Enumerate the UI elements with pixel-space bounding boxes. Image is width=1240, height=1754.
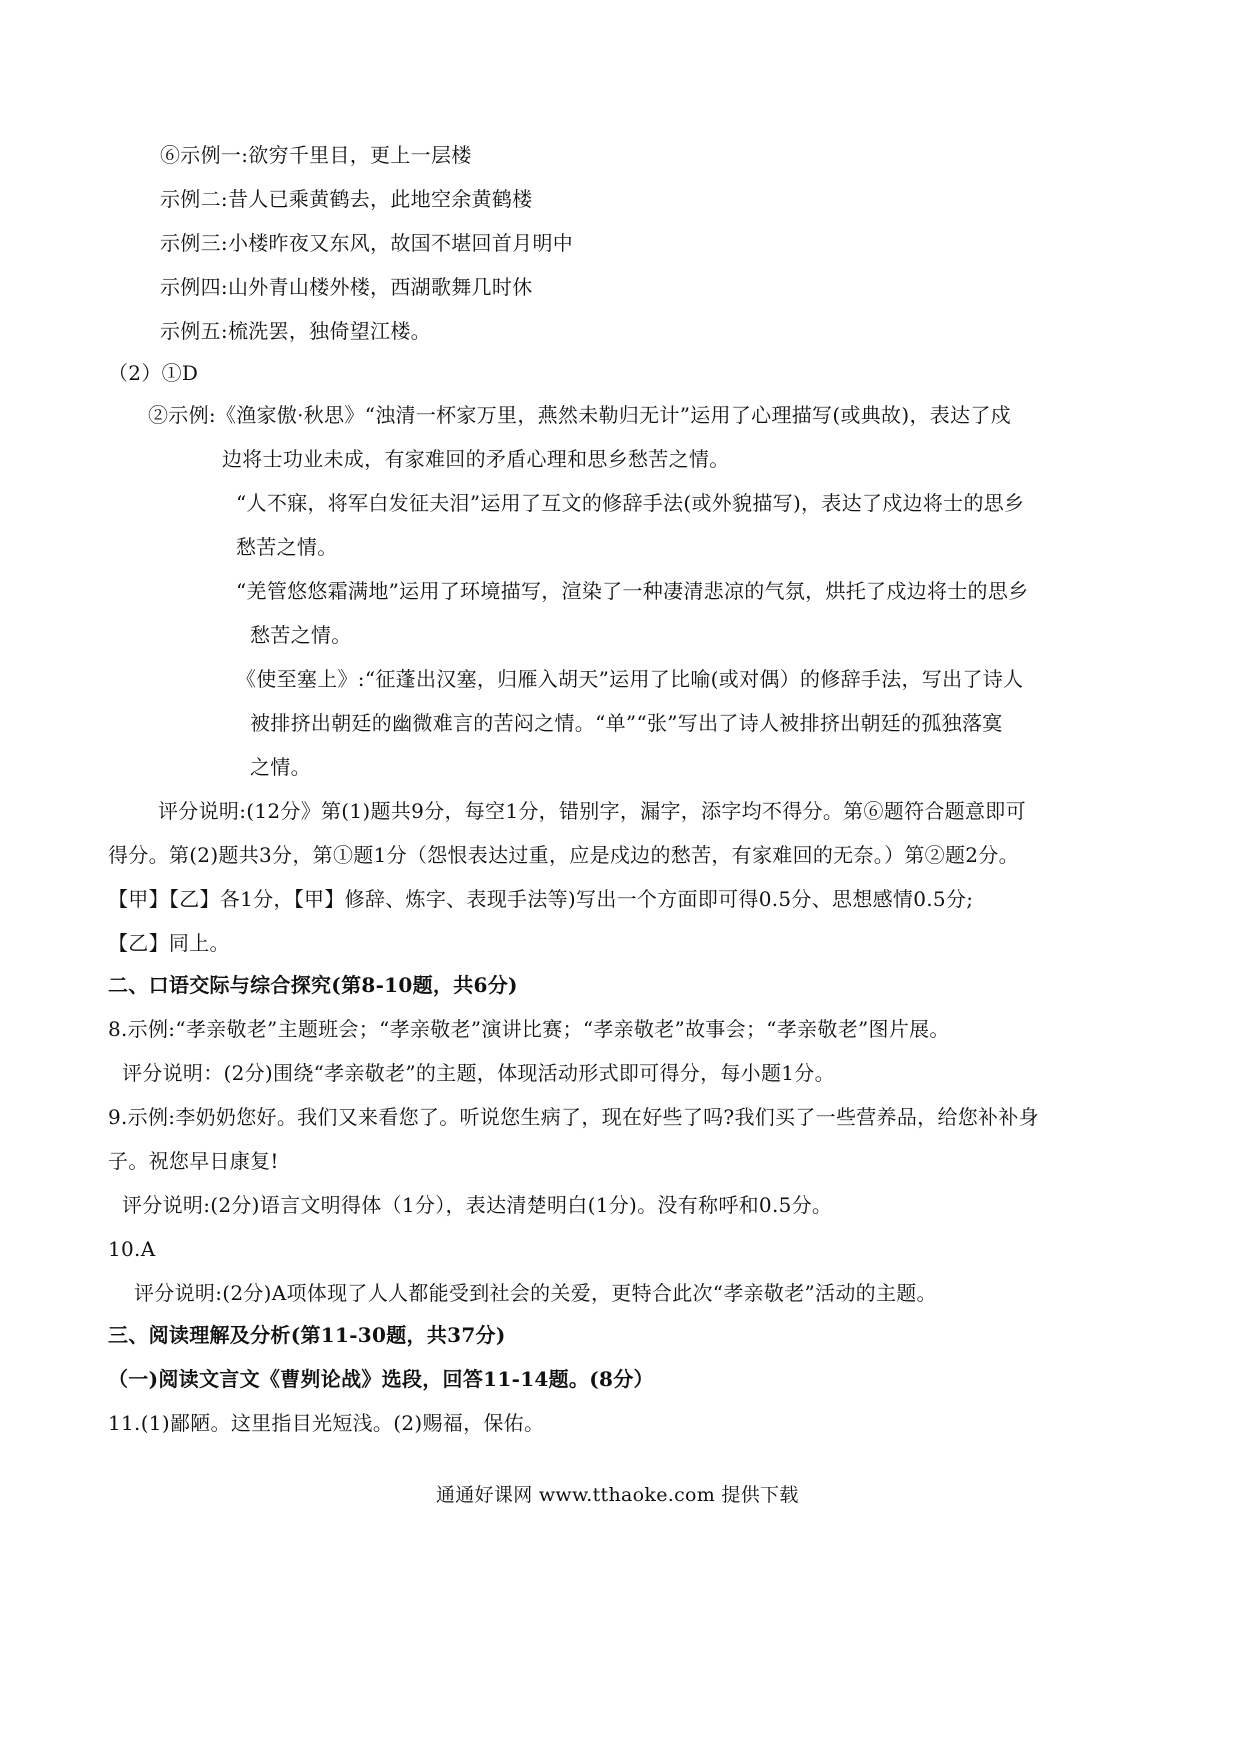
answer-line-8: 边将士功业未成，有家难回的矛盾心理和思乡愁苦之情。 bbox=[222, 447, 730, 471]
answer-line-5: 示例五:梳洗罢，独倚望江楼。 bbox=[160, 319, 431, 343]
question-9-answer-line-1: 9.示例:李奶奶您好。我们又来看您了。听说您生病了，现在好些了吗?我们买了一些营养品，给您补补身 bbox=[108, 1105, 1039, 1129]
scoring-line-4: 【乙】同上。 bbox=[108, 931, 230, 955]
answer-line-3: 示例三:小楼昨夜又东风，故国不堪回首月明中 bbox=[160, 231, 574, 255]
subsection-heading-1: （一)阅读文言文《曹刿论战》选段，回答11-14题。(8分） bbox=[108, 1367, 654, 1391]
scoring-line-2: 得分。第(2)题共3分，第①题1分（怨恨表达过重，应是戍边的愁苦，有家难回的无奈。）第②题2分。 bbox=[108, 843, 1019, 867]
question-10-answer: 10.A bbox=[108, 1237, 156, 1261]
answer-line-4: 示例四:山外青山楼外楼，西湖歌舞几时休 bbox=[160, 275, 533, 299]
question-11-answer: 11.(1)鄙陋。这里指目光短浅。(2)赐福，保佑。 bbox=[108, 1411, 545, 1435]
answer-line-1: ⑥示例一:欲穷千里目，更上一层楼 bbox=[160, 143, 472, 167]
scoring-line-1: 评分说明:(12分》第(1)题共9分，每空1分，错别字，漏字，添字均不得分。第⑥题符合题意即可 bbox=[158, 799, 1026, 823]
answer-line-15: 之情。 bbox=[250, 755, 311, 779]
section-heading-2: 二、口语交际与综合探究(第8-10题，共6分) bbox=[108, 973, 518, 997]
answer-line-2: 示例二:昔人已乘黄鹤去，此地空余黄鹤楼 bbox=[160, 187, 533, 211]
answer-line-6: （2）①D bbox=[108, 361, 199, 385]
answer-line-7: ②示例:《渔家傲·秋思》“浊清一杯家万里，燕然未勒归无计”运用了心理描写(或典故)，表达了戍 bbox=[148, 403, 1011, 427]
answer-line-10: 愁苦之情。 bbox=[236, 535, 338, 559]
page-footer: 通通好课网 www.tthaoke.com 提供下载 bbox=[436, 1484, 799, 1506]
answer-line-13: 《使至塞上》:“征蓬出汉塞，归雁入胡天”运用了比喻(或对偶）的修辞手法，写出了诗人 bbox=[236, 667, 1024, 691]
question-9-scoring: 评分说明:(2分)语言文明得体（1分），表达清楚明白(1分)。没有称呼和0.5分。 bbox=[122, 1193, 833, 1217]
answer-line-11: “羌管悠悠霜满地”运用了环境描写，渲染了一种凄清悲凉的气氛，烘托了戍边将士的思乡 bbox=[236, 579, 1029, 603]
answer-line-14: 被排挤出朝廷的幽微难言的苦闷之情。“单”“张”写出了诗人被排挤出朝廷的孤独落寞 bbox=[250, 711, 1003, 735]
question-9-answer-line-2: 子。祝您早日康复! bbox=[108, 1149, 279, 1173]
question-8-scoring: 评分说明：(2分)围绕“孝亲敬老”的主题，体现活动形式即可得分，每小题1分。 bbox=[122, 1061, 835, 1085]
question-8-answer: 8.示例:“孝亲敬老”主题班会；“孝亲敬老”演讲比赛；“孝亲敬老”故事会；“孝亲敬老”图片展。 bbox=[108, 1017, 950, 1041]
scoring-line-3: 【甲】【乙】各1分，【甲】修辞、炼字、表现手法等)写出一个方面即可得0.5分、思想感情0.5分; bbox=[108, 887, 974, 911]
section-heading-3: 三、阅读理解及分析(第11-30题，共37分) bbox=[108, 1323, 506, 1347]
answer-line-9: “人不寐，将军白发征夫泪”运用了互文的修辞手法(或外貌描写)，表达了戍边将士的思乡 bbox=[236, 491, 1025, 515]
answer-line-12: 愁苦之情。 bbox=[250, 623, 352, 647]
question-10-scoring: 评分说明:(2分)A项体现了人人都能受到社会的关爱，更特合此次“孝亲敬老”活动的主题。 bbox=[134, 1281, 937, 1305]
